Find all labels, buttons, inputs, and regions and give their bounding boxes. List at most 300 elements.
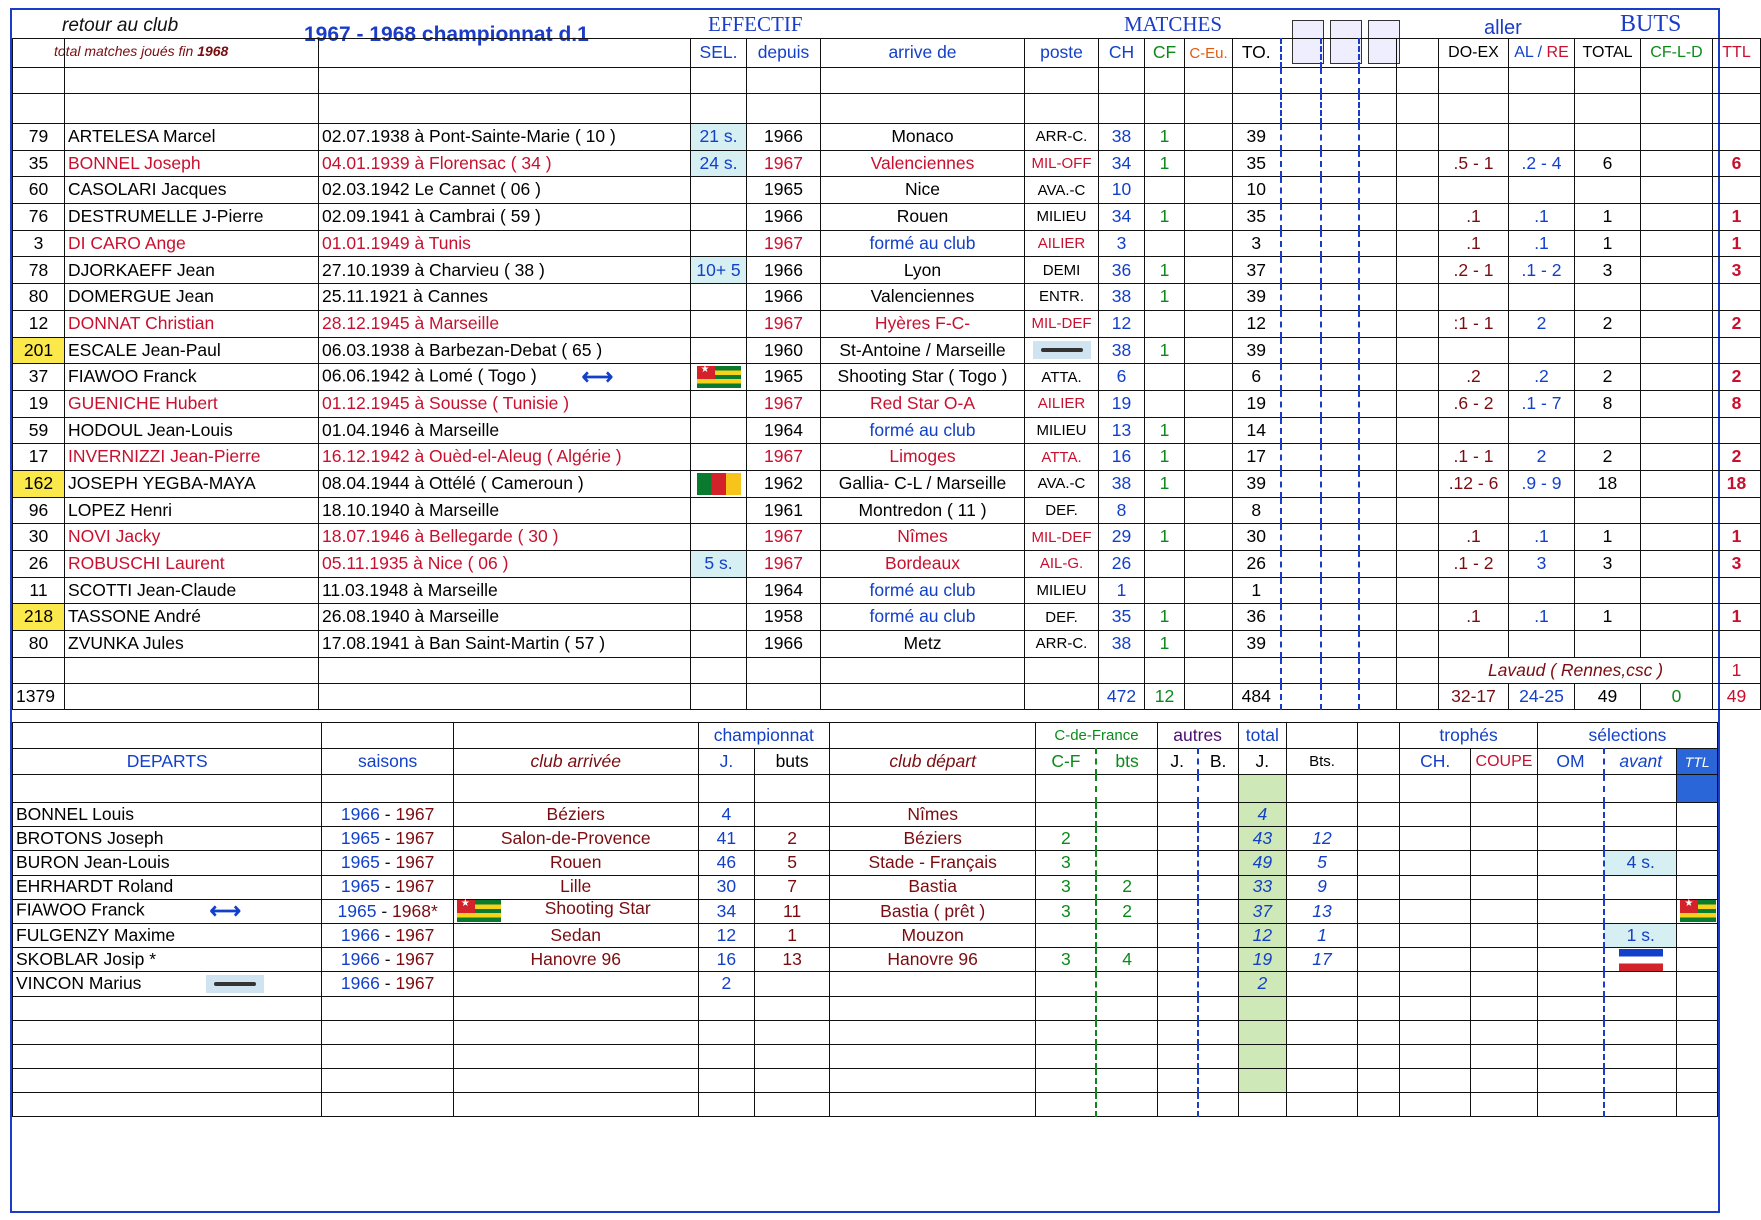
player-name: TASSONE André — [65, 604, 319, 631]
player-depuis: 1966 — [747, 257, 821, 284]
player-to: 19 — [1233, 390, 1281, 417]
departs-buts: 2 — [755, 827, 830, 851]
player-ch: 36 — [1099, 257, 1145, 284]
player-sel — [691, 524, 747, 551]
player-to: 12 — [1233, 310, 1281, 337]
player-from: Gallia- C-L / Marseille — [821, 470, 1025, 497]
departs-cf-bts — [1096, 851, 1157, 875]
col-trophy-ch: CH. — [1400, 749, 1471, 775]
player-ttl: 2 — [1713, 310, 1761, 337]
player-depuis: 1964 — [747, 577, 821, 604]
player-doex — [1439, 124, 1509, 151]
departs-autres-heading: autres — [1157, 723, 1238, 749]
togo-flag-icon — [697, 366, 741, 388]
csc-ttl: 1 — [1713, 657, 1761, 683]
departs-club-depart: Stade - Français — [830, 851, 1036, 875]
player-cf: 1 — [1145, 604, 1185, 631]
departs-total-heading: total — [1238, 723, 1287, 749]
departs-cf-bts: 2 — [1096, 875, 1157, 899]
departs-name: BONNEL Louis — [13, 803, 322, 827]
departs-cf: 2 — [1036, 827, 1097, 851]
player-cf: 1 — [1145, 524, 1185, 551]
player-depuis: 1967 — [747, 524, 821, 551]
player-cf: 1 — [1145, 257, 1185, 284]
departs-ttl — [1677, 899, 1718, 923]
departs-row — [13, 923, 1718, 947]
player-depuis: 1966 — [747, 204, 821, 231]
player-to: 39 — [1233, 337, 1281, 364]
player-total: 2 — [1575, 444, 1641, 471]
player-poste: AVA.-C — [1025, 177, 1099, 204]
player-depuis: 1965 — [747, 177, 821, 204]
col-depuis: depuis — [747, 39, 821, 68]
departs-club-arrivee — [453, 972, 698, 996]
player-number: 79 — [13, 124, 65, 151]
player-depuis: 1967 — [747, 150, 821, 177]
departs-cf: 3 — [1036, 899, 1097, 923]
departs-buts: 1 — [755, 923, 830, 947]
player-row — [13, 470, 1761, 497]
col-departs-ttl: TTL — [1677, 749, 1718, 775]
player-birth: 08.04.1944 à Ottélé ( Cameroun ) — [319, 470, 691, 497]
departs-total-j: 4 — [1238, 803, 1287, 827]
player-total — [1575, 284, 1641, 311]
departs-name: SKOBLAR Josip * — [13, 948, 322, 972]
player-alre — [1509, 497, 1575, 524]
retour-au-club-label: retour au club — [62, 15, 179, 36]
player-doex: .1 — [1439, 230, 1509, 257]
departs-club-depart: Bastia — [830, 875, 1036, 899]
player-poste: MIL-OFF — [1025, 150, 1099, 177]
player-birth: 11.03.1948 à Marseille — [319, 577, 691, 604]
player-doex: .2 - 1 — [1439, 257, 1509, 284]
player-row — [13, 497, 1761, 524]
csc-label: Lavaud ( Rennes,csc ) — [1439, 657, 1713, 683]
player-sel — [691, 364, 747, 391]
player-row — [13, 444, 1761, 471]
player-depuis: 1960 — [747, 337, 821, 364]
player-total: 8 — [1575, 390, 1641, 417]
player-name: ROBUSCHI Laurent — [65, 551, 319, 578]
player-sel — [691, 310, 747, 337]
player-alre: .1 - 7 — [1509, 390, 1575, 417]
player-from: formé au club — [821, 604, 1025, 631]
player-depuis: 1966 — [747, 284, 821, 311]
spreadsheet-sheet — [10, 8, 1751, 1213]
yugoslavia-flag-icon — [1619, 949, 1663, 971]
player-doex: .1 - 1 — [1439, 444, 1509, 471]
departs-cf-bts — [1096, 827, 1157, 851]
player-poste: MILIEU — [1025, 417, 1099, 444]
col-om: OM — [1537, 749, 1604, 775]
departs-buts: 11 — [755, 899, 830, 923]
player-poste: ARR-C. — [1025, 124, 1099, 151]
player-alre: 2 — [1509, 444, 1575, 471]
player-ch: 12 — [1099, 310, 1145, 337]
departs-total-bts: 12 — [1287, 827, 1358, 851]
player-number: 26 — [13, 551, 65, 578]
player-doex — [1439, 284, 1509, 311]
player-ttl: 1 — [1713, 204, 1761, 231]
player-to: 6 — [1233, 364, 1281, 391]
departs-total-j: 2 — [1238, 972, 1287, 996]
departs-cf-bts — [1096, 972, 1157, 996]
player-doex: .1 — [1439, 204, 1509, 231]
player-doex: :1 - 1 — [1439, 310, 1509, 337]
player-depuis: 1958 — [747, 604, 821, 631]
departs-total-j: 43 — [1238, 827, 1287, 851]
player-to: 37 — [1233, 257, 1281, 284]
col-cfld: CF-L-D — [1641, 39, 1713, 68]
col-j: J. — [698, 749, 755, 775]
matches-heading: MATCHES — [1124, 12, 1223, 36]
player-to: 8 — [1233, 497, 1281, 524]
player-from: Bordeaux — [821, 551, 1025, 578]
player-birth: 28.12.1945 à Marseille — [319, 310, 691, 337]
player-total: 6 — [1575, 150, 1641, 177]
departs-buts: 5 — [755, 851, 830, 875]
player-from: Limoges — [821, 444, 1025, 471]
player-number: 59 — [13, 417, 65, 444]
player-ch: 38 — [1099, 470, 1145, 497]
departs-trophes-heading: trophés — [1400, 723, 1538, 749]
departs-table — [12, 722, 1718, 1117]
col-avant: avant — [1604, 749, 1677, 775]
player-total: 1 — [1575, 604, 1641, 631]
player-birth: 01.01.1949 à Tunis — [319, 230, 691, 257]
player-ttl: 1 — [1713, 230, 1761, 257]
player-alre: .9 - 9 — [1509, 470, 1575, 497]
player-name: DI CARO Ange — [65, 230, 319, 257]
departs-avant — [1604, 803, 1677, 827]
total-ch: 472 — [1099, 683, 1145, 709]
player-alre — [1509, 284, 1575, 311]
player-from: Monaco — [821, 124, 1025, 151]
departs-name: FIAWOO Franck ⟷ — [13, 899, 322, 923]
player-ttl — [1713, 417, 1761, 444]
player-ch: 26 — [1099, 551, 1145, 578]
player-sel — [691, 470, 747, 497]
player-alre: .1 — [1509, 604, 1575, 631]
player-number: 30 — [13, 524, 65, 551]
col-club-depart: club départ — [830, 749, 1036, 775]
cameroon-flag-icon — [697, 473, 741, 495]
departs-club-arrivee: ★ Shooting Star — [453, 899, 698, 923]
player-birth: 01.04.1946 à Marseille — [319, 417, 691, 444]
player-poste: ARR-C. — [1025, 631, 1099, 658]
player-depuis: 1962 — [747, 470, 821, 497]
departs-saisons: 1966 - 1967 — [322, 972, 453, 996]
player-depuis: 1967 — [747, 310, 821, 337]
player-ttl: 1 — [1713, 524, 1761, 551]
departs-club-depart: Mouzon — [830, 923, 1036, 947]
player-total: 1 — [1575, 204, 1641, 231]
player-number: 80 — [13, 284, 65, 311]
departs-club-depart: Hanovre 96 — [830, 948, 1036, 972]
player-number: 3 — [13, 230, 65, 257]
departs-ttl — [1677, 948, 1718, 972]
player-sel — [691, 204, 747, 231]
player-sel — [691, 177, 747, 204]
player-cf — [1145, 310, 1185, 337]
player-cf — [1145, 230, 1185, 257]
plane-icon — [1033, 341, 1091, 359]
player-alre: .1 — [1509, 230, 1575, 257]
col-ceu: C-Eu. — [1185, 39, 1233, 68]
departs-saisons: 1965 - 1968* — [322, 899, 453, 923]
player-doex — [1439, 631, 1509, 658]
departs-championnat-heading: championnat — [698, 723, 829, 749]
player-row — [13, 337, 1761, 364]
player-ch: 29 — [1099, 524, 1145, 551]
player-to: 17 — [1233, 444, 1281, 471]
departs-cf-bts: 2 — [1096, 899, 1157, 923]
player-doex: .12 - 6 — [1439, 470, 1509, 497]
player-depuis: 1961 — [747, 497, 821, 524]
player-ttl: 3 — [1713, 551, 1761, 578]
departs-saisons: 1965 - 1967 — [322, 851, 453, 875]
col-ttl: TTL — [1713, 39, 1761, 68]
player-name: LOPEZ Henri — [65, 497, 319, 524]
player-birth: 06.03.1938 à Barbezan-Debat ( 65 ) — [319, 337, 691, 364]
player-sel — [691, 577, 747, 604]
player-number: 19 — [13, 390, 65, 417]
departs-avant: 4 s. — [1604, 851, 1677, 875]
departs-name: BURON Jean-Louis — [13, 851, 322, 875]
player-row — [13, 551, 1761, 578]
departs-club-arrivee: Salon-de-Provence — [453, 827, 698, 851]
player-ch: 3 — [1099, 230, 1145, 257]
col-j3: J. — [1238, 749, 1287, 775]
col-poste: poste — [1025, 39, 1099, 68]
player-from: Shooting Star ( Togo ) — [821, 364, 1025, 391]
buts-heading: BUTS — [1620, 11, 1682, 37]
player-total: 1 — [1575, 524, 1641, 551]
player-name: DONNAT Christian — [65, 310, 319, 337]
player-to: 35 — [1233, 150, 1281, 177]
player-poste: MILIEU — [1025, 204, 1099, 231]
player-ch: 34 — [1099, 204, 1145, 231]
departs-name: VINCON Marius — [13, 972, 322, 996]
total-alre: 24-25 — [1509, 683, 1575, 709]
player-poste: MIL-DEF — [1025, 310, 1099, 337]
player-to: 39 — [1233, 470, 1281, 497]
departs-cf — [1036, 972, 1097, 996]
effectif-heading: EFFECTIF — [708, 12, 803, 36]
player-alre — [1509, 631, 1575, 658]
player-ttl — [1713, 577, 1761, 604]
player-cf — [1145, 177, 1185, 204]
player-row — [13, 257, 1761, 284]
player-cf: 1 — [1145, 124, 1185, 151]
player-name: DJORKAEFF Jean — [65, 257, 319, 284]
player-ttl — [1713, 124, 1761, 151]
departs-j: 41 — [698, 827, 755, 851]
player-to: 30 — [1233, 524, 1281, 551]
player-sel — [691, 604, 747, 631]
departs-club-depart: Nîmes — [830, 803, 1036, 827]
player-depuis: 1965 — [747, 364, 821, 391]
departs-cf-bts: 4 — [1096, 948, 1157, 972]
player-row — [13, 417, 1761, 444]
col-arrive-de: arrive de — [821, 39, 1025, 68]
departs-total-bts — [1287, 803, 1358, 827]
player-poste: AILIER — [1025, 230, 1099, 257]
departs-cf — [1036, 803, 1097, 827]
departs-buts: 13 — [755, 948, 830, 972]
player-total: 2 — [1575, 310, 1641, 337]
player-poste: ENTR. — [1025, 284, 1099, 311]
player-doex — [1439, 337, 1509, 364]
total-ttl: 49 — [1713, 683, 1761, 709]
player-sel: 24 s. — [691, 150, 747, 177]
player-doex: .2 — [1439, 364, 1509, 391]
player-name: GUENICHE Hubert — [65, 390, 319, 417]
player-birth: 26.08.1940 à Marseille — [319, 604, 691, 631]
departs-buts — [755, 803, 830, 827]
togo-flag-icon — [1680, 900, 1716, 922]
col-buts: buts — [755, 749, 830, 775]
player-poste: ATTA. — [1025, 444, 1099, 471]
player-number: 96 — [13, 497, 65, 524]
player-ch: 38 — [1099, 337, 1145, 364]
departs-club-depart: Béziers — [830, 827, 1036, 851]
departs-club-arrivee: Sedan — [453, 923, 698, 947]
player-number: 12 — [13, 310, 65, 337]
player-doex: .1 — [1439, 524, 1509, 551]
departs-saisons: 1965 - 1967 — [322, 827, 453, 851]
player-cf — [1145, 577, 1185, 604]
player-from: formé au club — [821, 230, 1025, 257]
player-number: 35 — [13, 150, 65, 177]
player-cf: 1 — [1145, 284, 1185, 311]
player-ch: 38 — [1099, 631, 1145, 658]
aller-heading: aller — [1484, 17, 1522, 39]
departs-ttl — [1677, 972, 1718, 996]
player-number: 76 — [13, 204, 65, 231]
departs-total-bts: 5 — [1287, 851, 1358, 875]
player-sel — [691, 417, 747, 444]
departs-total-j: 19 — [1238, 948, 1287, 972]
player-poste: DEMI — [1025, 257, 1099, 284]
departs-total-j: 37 — [1238, 899, 1287, 923]
player-depuis: 1967 — [747, 551, 821, 578]
player-doex: .1 — [1439, 604, 1509, 631]
transfer-arrow-icon: ⟷ — [581, 364, 614, 390]
col-coupe: COUPE — [1471, 749, 1538, 775]
player-total — [1575, 337, 1641, 364]
departs-row — [13, 972, 1718, 996]
player-poste: DEF. — [1025, 497, 1099, 524]
departs-total-bts: 9 — [1287, 875, 1358, 899]
departs-ttl — [1677, 875, 1718, 899]
player-birth: 18.07.1946 à Bellegarde ( 30 ) — [319, 524, 691, 551]
departs-club-arrivee: Béziers — [453, 803, 698, 827]
player-cf: 1 — [1145, 417, 1185, 444]
departs-j: 12 — [698, 923, 755, 947]
player-name: ARTELESA Marcel — [65, 124, 319, 151]
player-poste: AIL-G. — [1025, 551, 1099, 578]
total-to: 484 — [1233, 683, 1281, 709]
total-cf: 12 — [1145, 683, 1185, 709]
squad-table — [12, 38, 1761, 710]
player-cf: 1 — [1145, 631, 1185, 658]
player-from: Metz — [821, 631, 1025, 658]
player-poste: MIL-DEF — [1025, 524, 1099, 551]
departs-club-arrivee: Lille — [453, 875, 698, 899]
player-ch: 6 — [1099, 364, 1145, 391]
player-alre: 3 — [1509, 551, 1575, 578]
player-birth: 17.08.1941 à Ban Saint-Martin ( 57 ) — [319, 631, 691, 658]
player-ch: 19 — [1099, 390, 1145, 417]
player-total — [1575, 124, 1641, 151]
player-cf — [1145, 364, 1185, 391]
player-birth: 04.01.1939 à Florensac ( 34 ) — [319, 150, 691, 177]
departs-avant — [1604, 899, 1677, 923]
departs-saisons: 1966 - 1967 — [322, 803, 453, 827]
col-sel: SEL. — [691, 39, 747, 68]
player-number: 80 — [13, 631, 65, 658]
player-cf: 1 — [1145, 150, 1185, 177]
departs-row — [13, 851, 1718, 875]
col-cf2: C-F — [1036, 749, 1097, 775]
col-total: TOTAL — [1575, 39, 1641, 68]
player-poste: ATTA. — [1025, 364, 1099, 391]
departs-cf — [1036, 923, 1097, 947]
player-from: Rouen — [821, 204, 1025, 231]
player-ch: 34 — [1099, 150, 1145, 177]
player-depuis: 1964 — [747, 417, 821, 444]
togo-flag-icon — [457, 900, 501, 922]
departs-cf: 3 — [1036, 851, 1097, 875]
player-total — [1575, 417, 1641, 444]
player-from: Montredon ( 11 ) — [821, 497, 1025, 524]
departs-total-bts: 17 — [1287, 948, 1358, 972]
player-sel — [691, 390, 747, 417]
player-from: Nîmes — [821, 524, 1025, 551]
player-from: formé au club — [821, 417, 1025, 444]
departs-ttl — [1677, 923, 1718, 947]
player-sel — [691, 284, 747, 311]
player-total — [1575, 577, 1641, 604]
player-sel — [691, 497, 747, 524]
player-birth: 27.10.1939 à Charvieu ( 38 ) — [319, 257, 691, 284]
player-alre — [1509, 337, 1575, 364]
player-poste: AVA.-C — [1025, 470, 1099, 497]
player-cf: 1 — [1145, 337, 1185, 364]
player-name: FIAWOO Franck — [65, 364, 319, 391]
player-depuis: 1966 — [747, 631, 821, 658]
player-row — [13, 604, 1761, 631]
departs-j: 4 — [698, 803, 755, 827]
player-from: Valenciennes — [821, 284, 1025, 311]
player-to: 35 — [1233, 204, 1281, 231]
player-cf: 1 — [1145, 470, 1185, 497]
departs-cf: 3 — [1036, 948, 1097, 972]
player-ch: 38 — [1099, 124, 1145, 151]
player-row — [13, 524, 1761, 551]
player-from: formé au club — [821, 577, 1025, 604]
departs-ttl — [1677, 851, 1718, 875]
player-ttl: 1 — [1713, 604, 1761, 631]
player-depuis: 1967 — [747, 444, 821, 471]
season-title: 1967 - 1968 championnat d.1 — [304, 23, 589, 46]
player-total — [1575, 497, 1641, 524]
departs-avant: 1 s. — [1604, 923, 1677, 947]
player-name: DOMERGUE Jean — [65, 284, 319, 311]
player-ttl: 2 — [1713, 444, 1761, 471]
player-alre: .2 - 4 — [1509, 150, 1575, 177]
